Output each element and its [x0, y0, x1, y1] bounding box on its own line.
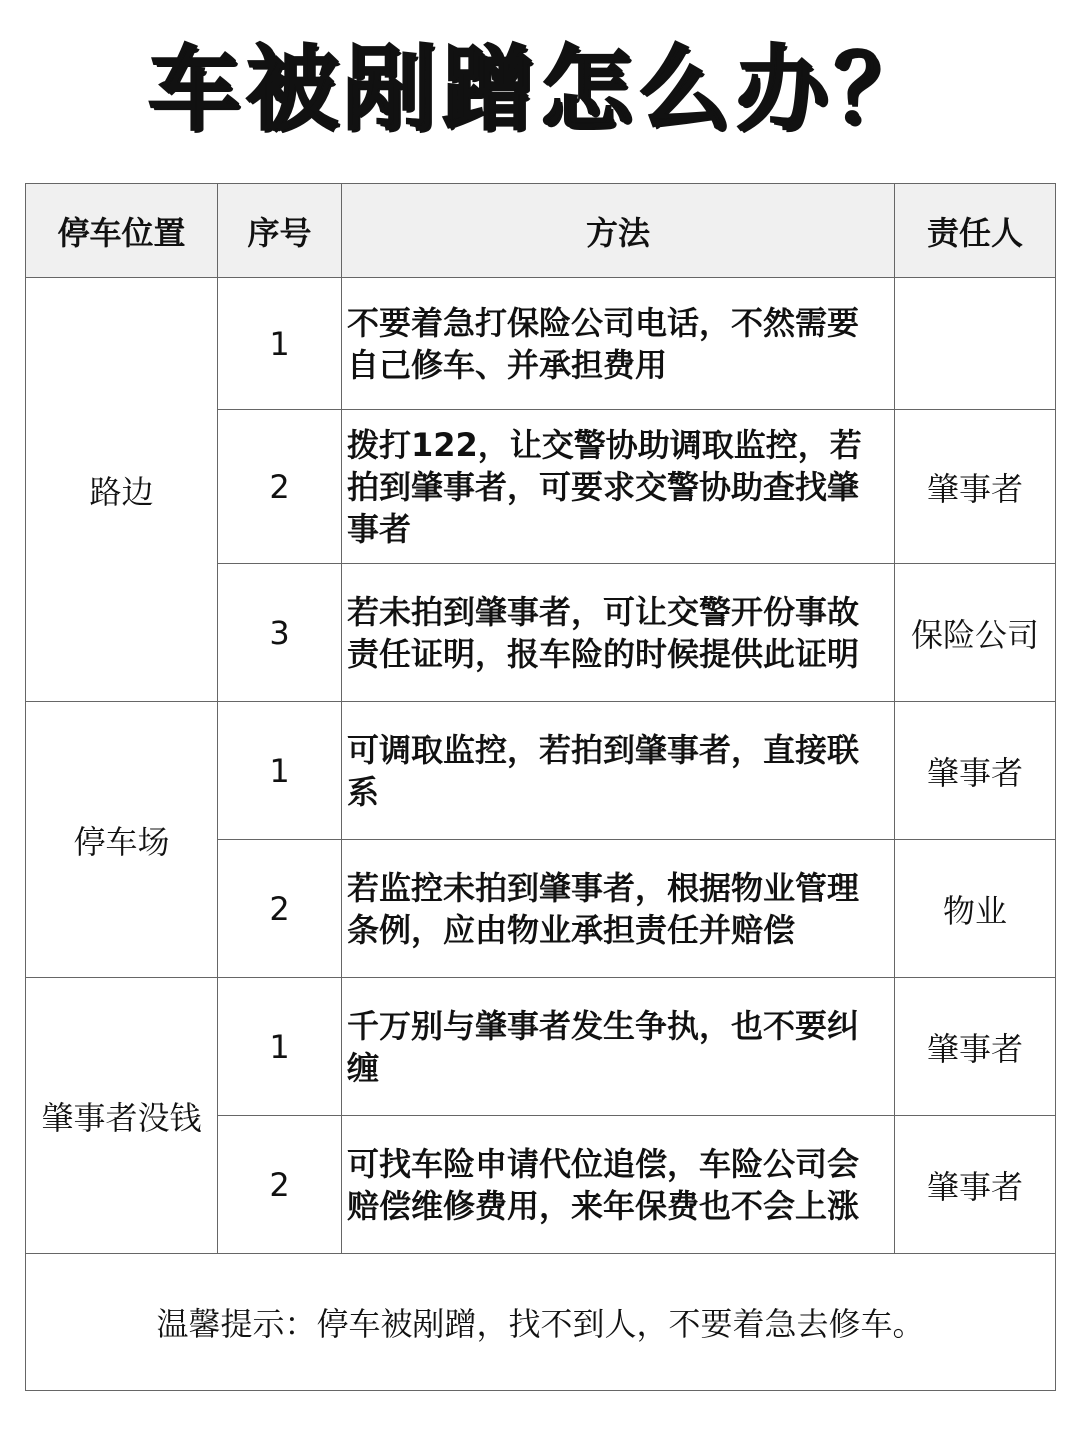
method-cell: 可找车险申请代位追偿，车险公司会赔偿维修费用，来年保费也不会上涨: [342, 1116, 895, 1254]
table-row: [26, 278, 1056, 410]
table-row: [26, 702, 1056, 840]
responsible-cell: 肇事者: [895, 978, 1056, 1116]
method-cell: 拨打122，让交警协助调取监控，若拍到肇事者，可要求交警协助查找肇事者: [342, 410, 895, 564]
location-cell: 路边: [26, 278, 218, 702]
method-cell: 可调取监控，若拍到肇事者，直接联系: [342, 702, 895, 840]
number-cell: 2: [218, 840, 342, 978]
advice-table: [25, 183, 1056, 1391]
tip-text: 温馨提示：停车被剐蹭，找不到人，不要着急去修车。: [26, 1254, 1056, 1391]
number-cell: 1: [218, 278, 342, 410]
responsible-cell: 物业: [895, 840, 1056, 978]
location-cell: 停车场: [26, 702, 218, 978]
method-cell: 若未拍到肇事者，可让交警开份事故责任证明，报车险的时候提供此证明: [342, 564, 895, 702]
number-cell: 2: [218, 1116, 342, 1254]
method-cell: 若监控未拍到肇事者，根据物业管理条例，应由物业承担责任并赔偿: [342, 840, 895, 978]
number-cell: 2: [218, 410, 342, 564]
responsible-cell: 保险公司: [895, 564, 1056, 702]
number-cell: 1: [218, 978, 342, 1116]
location-cell: 肇事者没钱: [26, 978, 218, 1254]
page-title: 车被剐蹭怎么办？: [147, 36, 932, 143]
table-row: [26, 978, 1056, 1116]
method-cell: 千万别与肇事者发生争执，也不要纠缠: [342, 978, 895, 1116]
number-cell: 1: [218, 702, 342, 840]
responsible-cell: 肇事者: [895, 702, 1056, 840]
header-number: 序号: [218, 184, 342, 278]
responsible-cell: 肇事者: [895, 1116, 1056, 1254]
responsible-cell: [895, 278, 1056, 410]
tip-row: [26, 1254, 1056, 1391]
header-responsible: 责任人: [895, 184, 1056, 278]
header-row: [26, 184, 1056, 278]
responsible-cell: 肇事者: [895, 410, 1056, 564]
header-method: 方法: [342, 184, 895, 278]
header-location: 停车位置: [26, 184, 218, 278]
number-cell: 3: [218, 564, 342, 702]
method-cell: 不要着急打保险公司电话，不然需要自己修车、并承担费用: [342, 278, 895, 410]
